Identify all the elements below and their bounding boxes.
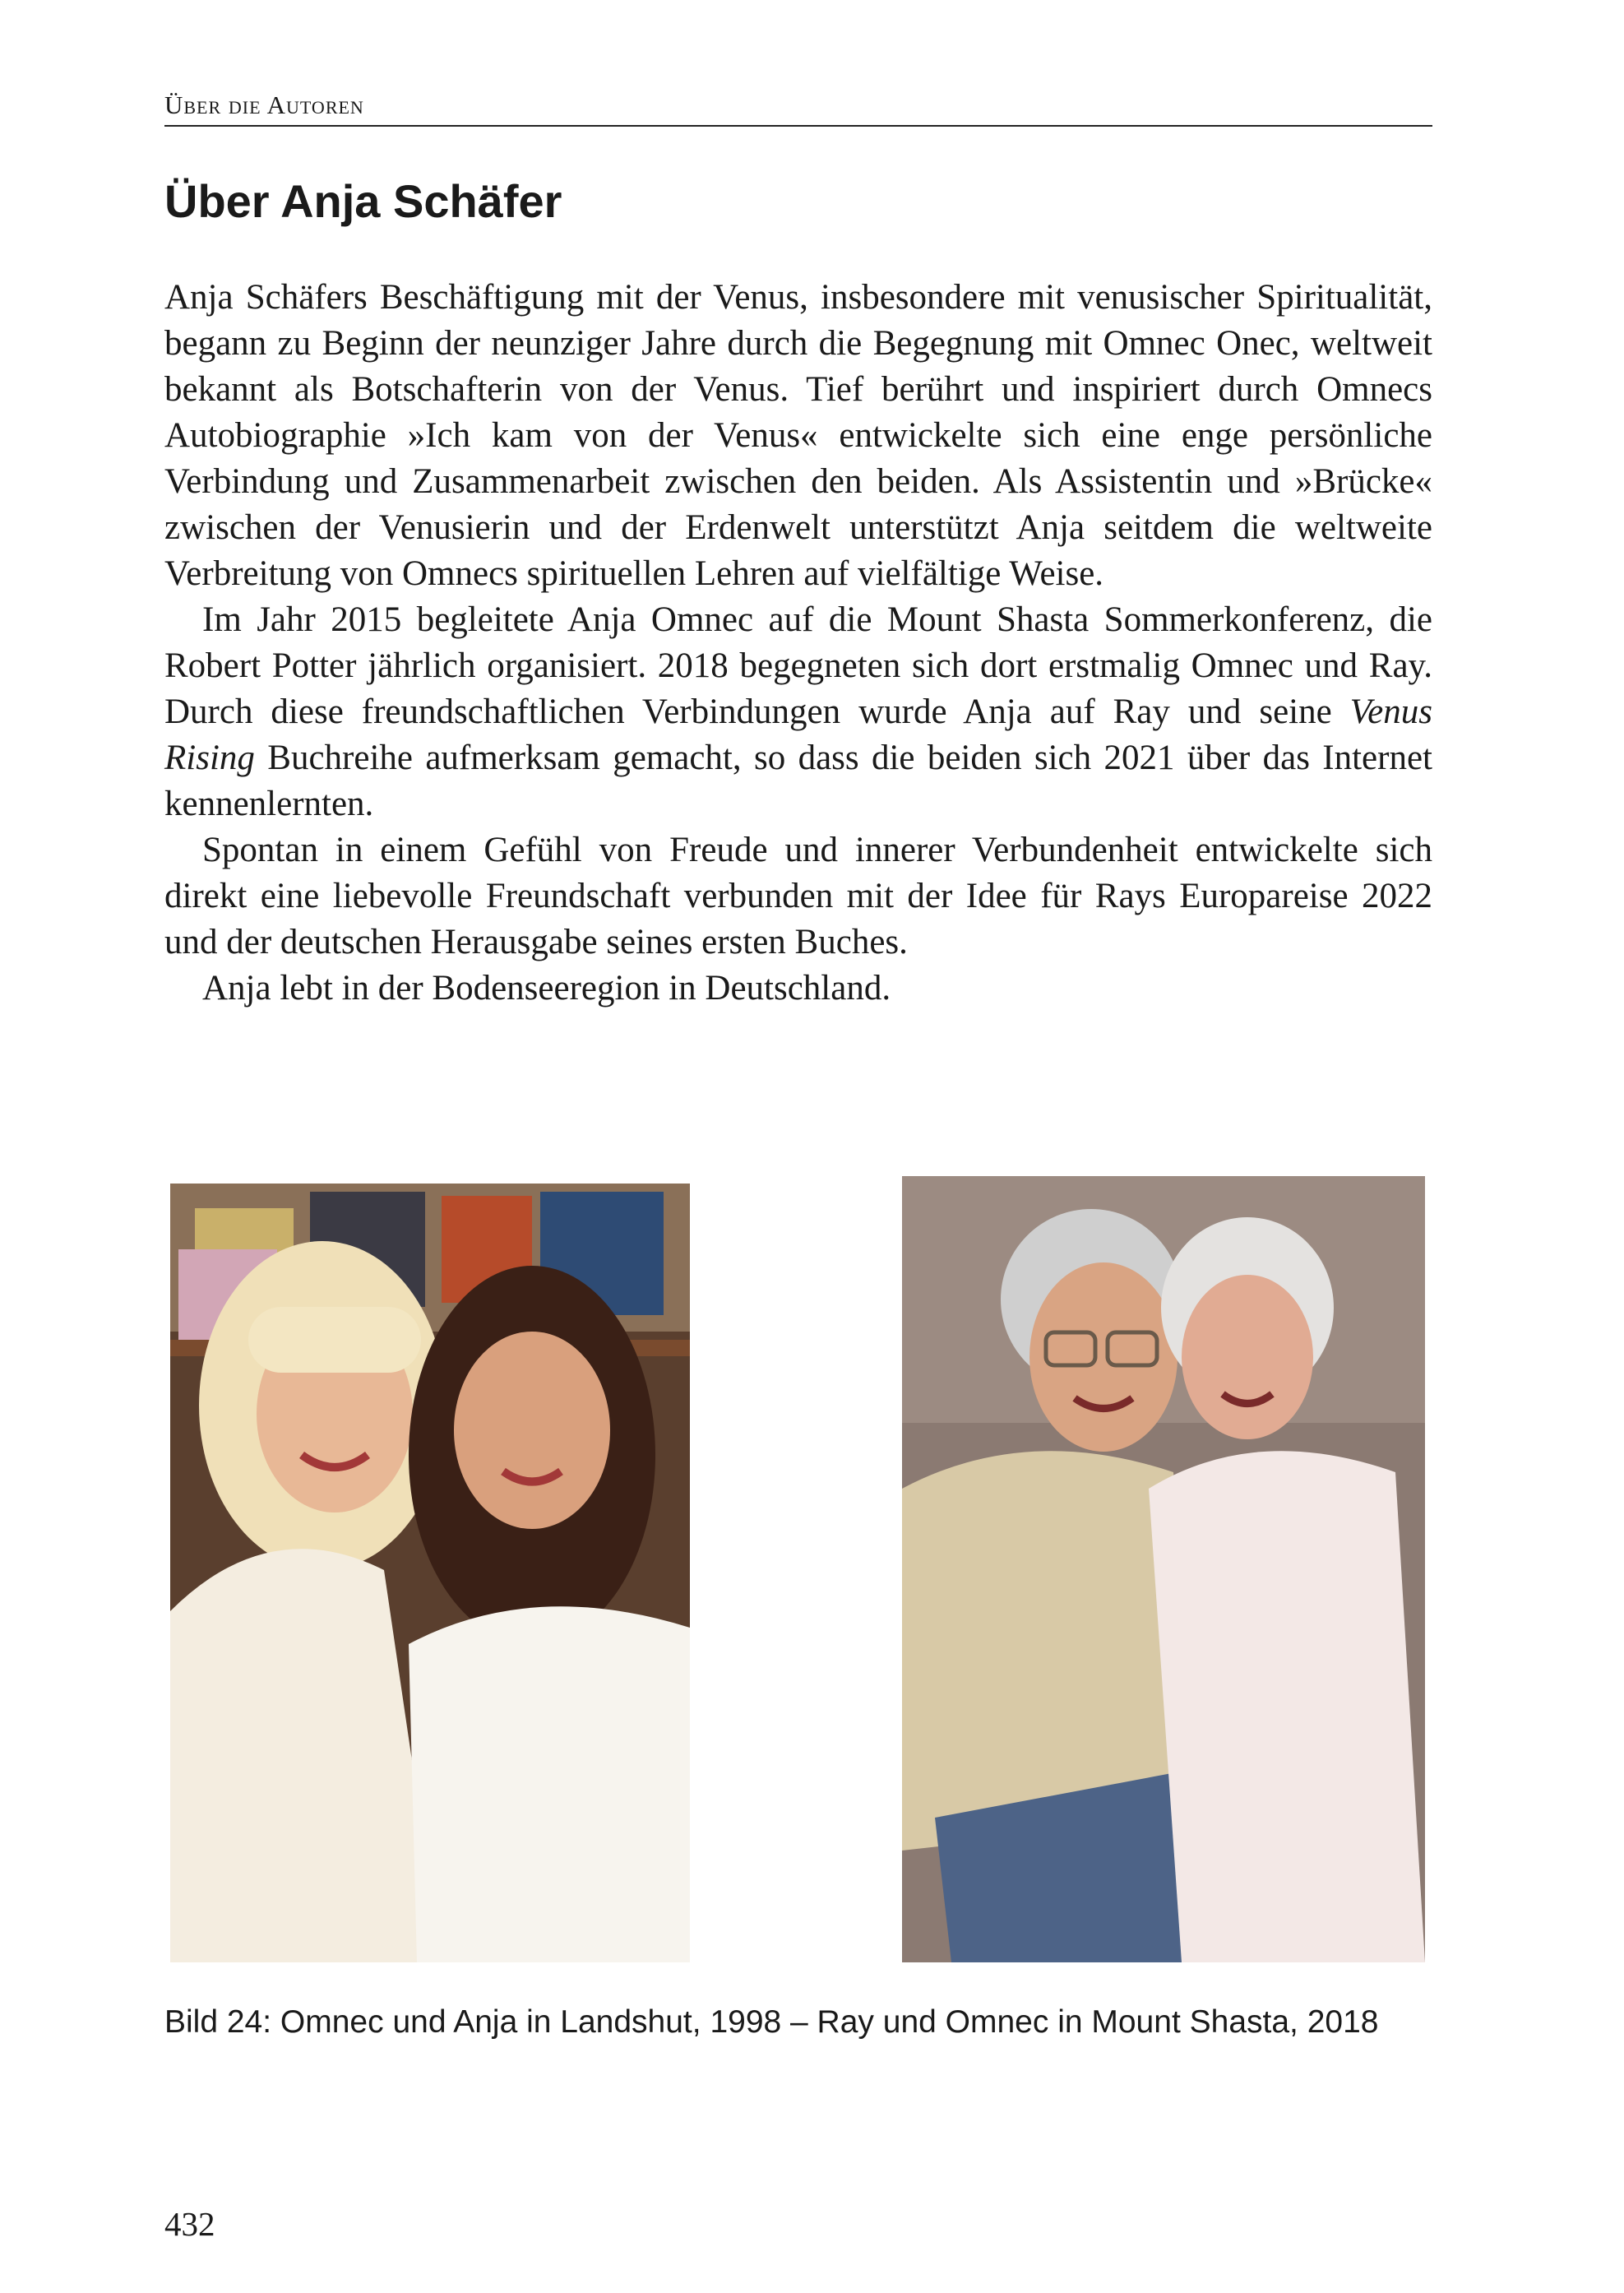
book-series-title: Venus Rising <box>164 693 1432 777</box>
photo-ray-and-omnec <box>902 1176 1425 1962</box>
photo-ray-and-omnec-image <box>902 1176 1425 1962</box>
paragraph-4: Anja lebt in der Bodenseeregion in Deutschland. <box>202 969 891 1008</box>
figure-caption: Bild 24: Omnec und Anja in Landshut, 1998 – Ray und Omnec in Mount Shasta, 2018 <box>164 2004 1379 2040</box>
running-head: Über die Autoren <box>164 90 364 119</box>
photo-omnec-and-anja <box>170 1184 690 1962</box>
body-text <box>164 275 1432 1012</box>
header-rule <box>164 125 1432 127</box>
paragraph-2-text-b: Buchreihe aufmerksam gemacht, so dass die beiden sich 2021 über das Internet kennenlernten. <box>164 739 1432 823</box>
paragraph-2 <box>164 597 1432 827</box>
page-number: 432 <box>164 2205 215 2243</box>
paragraph-2-text-a: Im Jahr 2015 begleitete Anja Omnec auf die Mount Shasta Sommerkonferenz, die Robert Potter jährlich organisiert. 2018 begegneten sich dort erstmalig Omnec und Ray. Durch diese freundschaftlichen Verbindungen wurde Anja auf Ray und seine <box>164 600 1432 731</box>
section-title: Über Anja Schäfer <box>164 175 562 227</box>
paragraph-3: Spontan in einem Gefühl von Freude und innerer Verbundenheit entwickelte sich direkt eine liebevolle Freundschaft verbunden mit der Idee für Rays Europareise 2022 und der deutschen Herausgabe seines ersten Buches. <box>164 831 1432 961</box>
photo-omnec-and-anja-image <box>170 1184 690 1962</box>
paragraph-1: Anja Schäfers Beschäftigung mit der Venus, insbesondere mit venusischer Spiritualität, begann zu Beginn der neunziger Jahre durch die Begegnung mit Omnec Onec, weltweit bekannt als Botschafterin von der Venus. Tief berührt und inspiriert durch Omnecs Autobiographie »Ich kam von der Venus« entwickelte sich eine enge persönliche Verbindung und Zusammenarbeit zwischen den beiden. Als Assistentin und »Brücke« zwischen der Venusierin und der Erdenwelt unterstützt Anja seitdem die weltweite Verbreitung von Omnecs spirituellen Lehren auf vielfältige Weise. <box>164 278 1432 593</box>
